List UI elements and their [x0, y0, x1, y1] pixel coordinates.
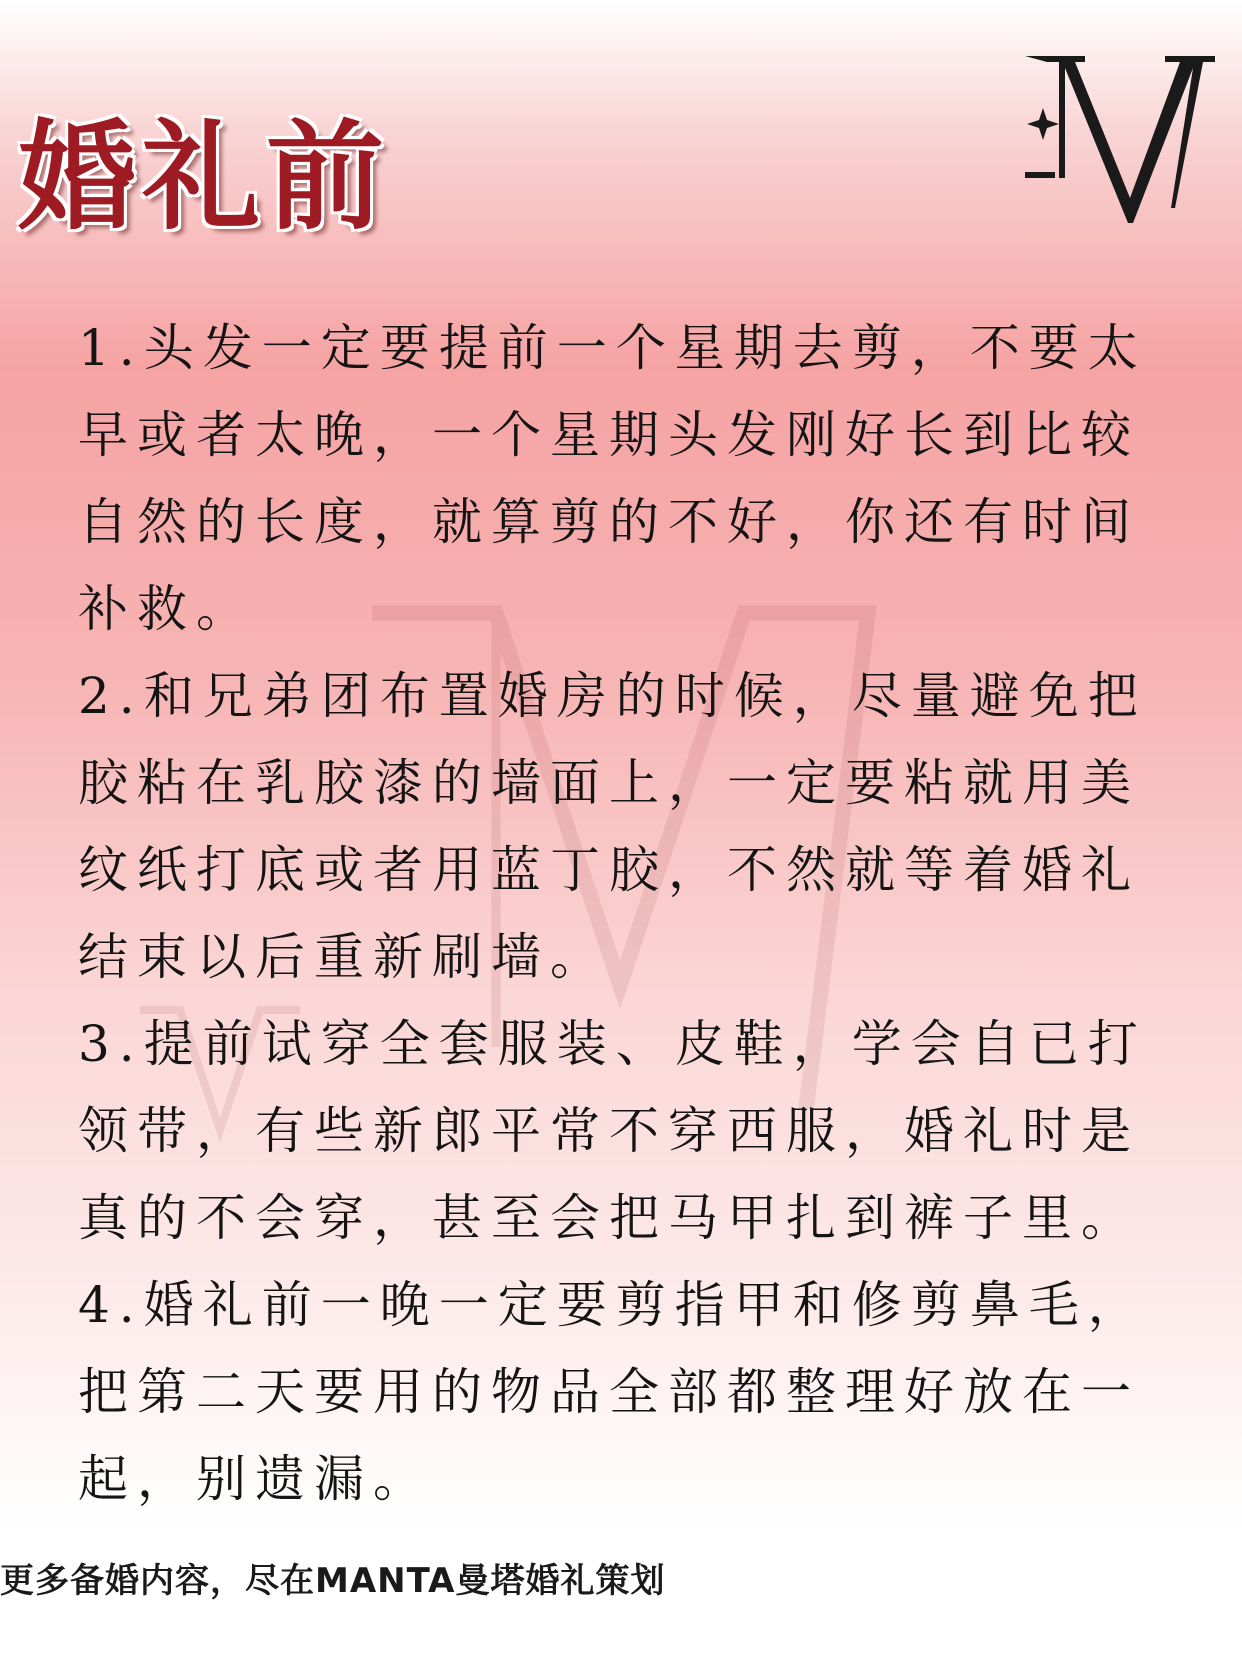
tip-2: 2.和兄弟团布置婚房的时候，尽量避免把胶粘在乳胶漆的墙面上，一定要粘就用美纹纸打底或者用蓝丁胶，不然就等着婚礼结束以后重新刷墙。	[78, 667, 1147, 986]
tip-1: 1.头发一定要提前一个星期去剪，不要太早或者太晚，一个星期头发刚好长到比较自然的长度，就算剪的不好，你还有时间补救。	[78, 319, 1147, 638]
tip-3: 3.提前试穿全套服装、皮鞋，学会自已打领带，有些新郎平常不穿西服，婚礼时是真的不会穿，甚至会把马甲扎到裤子里。	[78, 1015, 1147, 1247]
m-logo-icon	[1025, 48, 1215, 238]
tips-content	[78, 305, 1168, 1523]
page-title: 婚礼前	[18, 107, 391, 246]
footer-text: 更多备婚内容，尽在MANTA曼塔婚礼策划	[0, 1561, 666, 1601]
tip-4: 4.婚礼前一晚一定要剪指甲和修剪鼻毛，把第二天要用的物品全部都整理好放在一起，别遗漏。	[78, 1276, 1147, 1508]
